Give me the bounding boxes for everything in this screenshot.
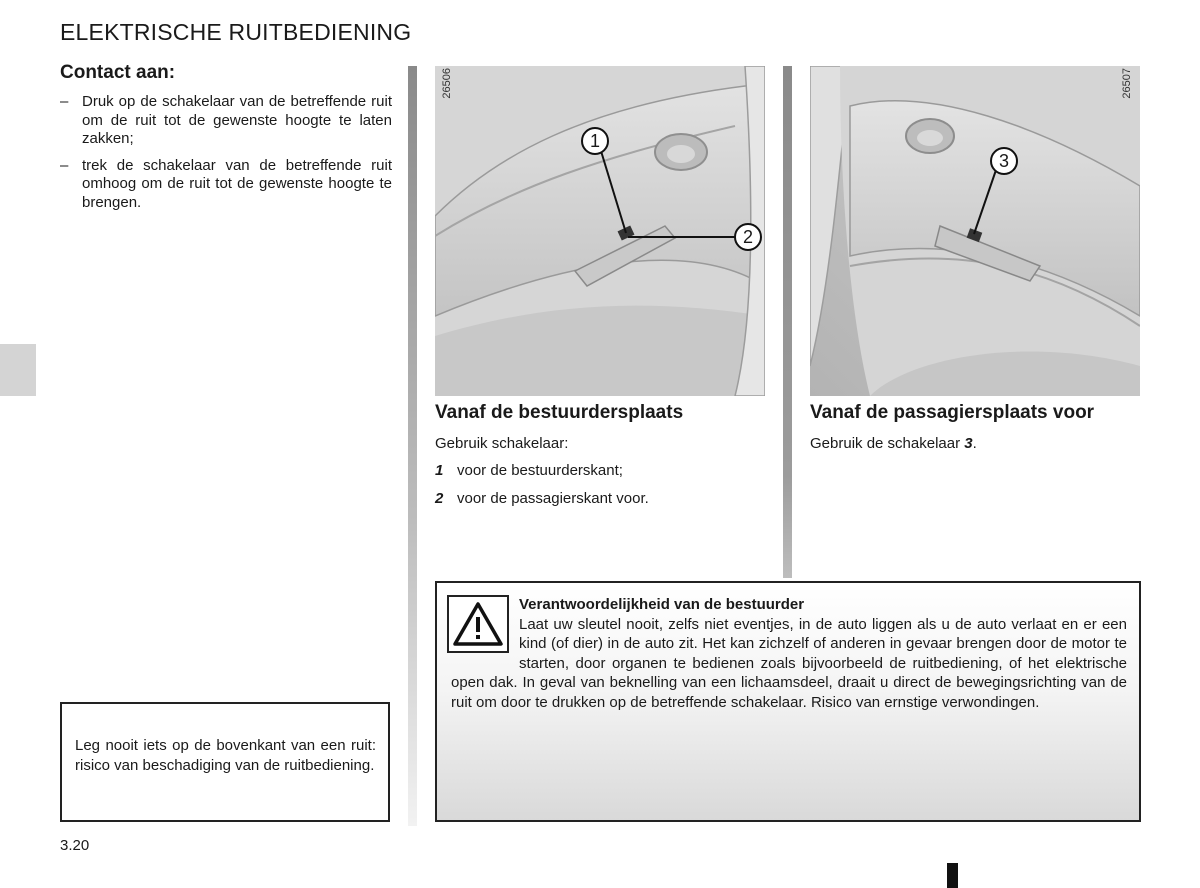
list-item-text: voor de bestuurderskant; (457, 462, 623, 479)
list-item-text: Druk op de schakelaar van de betreffende ruit om de ruit tot de gewenste hoogte te laten zakken; (82, 93, 392, 147)
column-divider (408, 66, 417, 826)
dash: – (60, 156, 69, 174)
driver-door-figure (435, 66, 765, 396)
chapter-tab (0, 344, 36, 396)
page-title: ELEKTRISCHE RUITBEDIENING (60, 19, 412, 45)
warning-text (451, 595, 1127, 712)
switch-reference: 3 (964, 435, 973, 452)
list-item (60, 93, 392, 149)
warning-box (435, 581, 1141, 822)
passenger-text (810, 434, 977, 453)
list-item-text: voor de passagierskant voor. (457, 490, 649, 507)
passenger-door-figure (810, 66, 1140, 396)
page-number: 3.20 (60, 837, 90, 854)
warning-body: Laat uw sleutel nooit, zelfs niet eventjes, in de auto liggen als u de auto verlaat en er een kind (of dier) in de auto zit. Het kan zichzelf of anderen in gevaar brengen door de motor te starten, door organen te bedienen zoals bijvoorbeeld de ruitbediening, of het elektrische open dak. In geval van beknelling van een lichaamsdeel, draait u direct de bewegingsrichting van de ruit om door te drukken op de betreffende schakelaar. Risico van ernstige verwondingen. (451, 615, 1127, 711)
list-item (60, 157, 392, 213)
callout-1: 1 (589, 131, 600, 151)
driver-intro: Gebruik schakelaar: (435, 435, 569, 452)
left-column (60, 62, 392, 220)
note-text: Leg nooit iets op de bovenkant van een ruit: risico van beschadiging van de ruitbediening. (75, 737, 376, 774)
callout-3: 3 (998, 151, 1009, 171)
passenger-text-main: Gebruik de schakelaar (810, 435, 965, 452)
list-number: 2 (435, 490, 444, 507)
list-number: 1 (435, 462, 444, 479)
warning-title: Verantwoordelijkheid van de bestuurder (519, 596, 805, 613)
column-divider (783, 66, 792, 578)
figure-code: 26507 (1121, 68, 1133, 99)
passenger-text-end: . (972, 435, 977, 452)
note-box (60, 702, 390, 822)
list-item (435, 462, 623, 479)
list-item-text: trek de schakelaar van de betreffende ruit omhoog om de ruit tot de gewenste hoogte te brengen. (82, 156, 392, 211)
page-marker (947, 863, 958, 888)
callout-2: 2 (742, 227, 753, 247)
figure-code: 26506 (441, 68, 453, 99)
driver-heading: Vanaf de bestuurdersplaats (435, 402, 684, 423)
list-item (435, 490, 649, 507)
dash: – (60, 93, 69, 110)
section-heading: Contact aan: (60, 62, 176, 83)
passenger-heading: Vanaf de passagiersplaats voor (810, 402, 1095, 423)
